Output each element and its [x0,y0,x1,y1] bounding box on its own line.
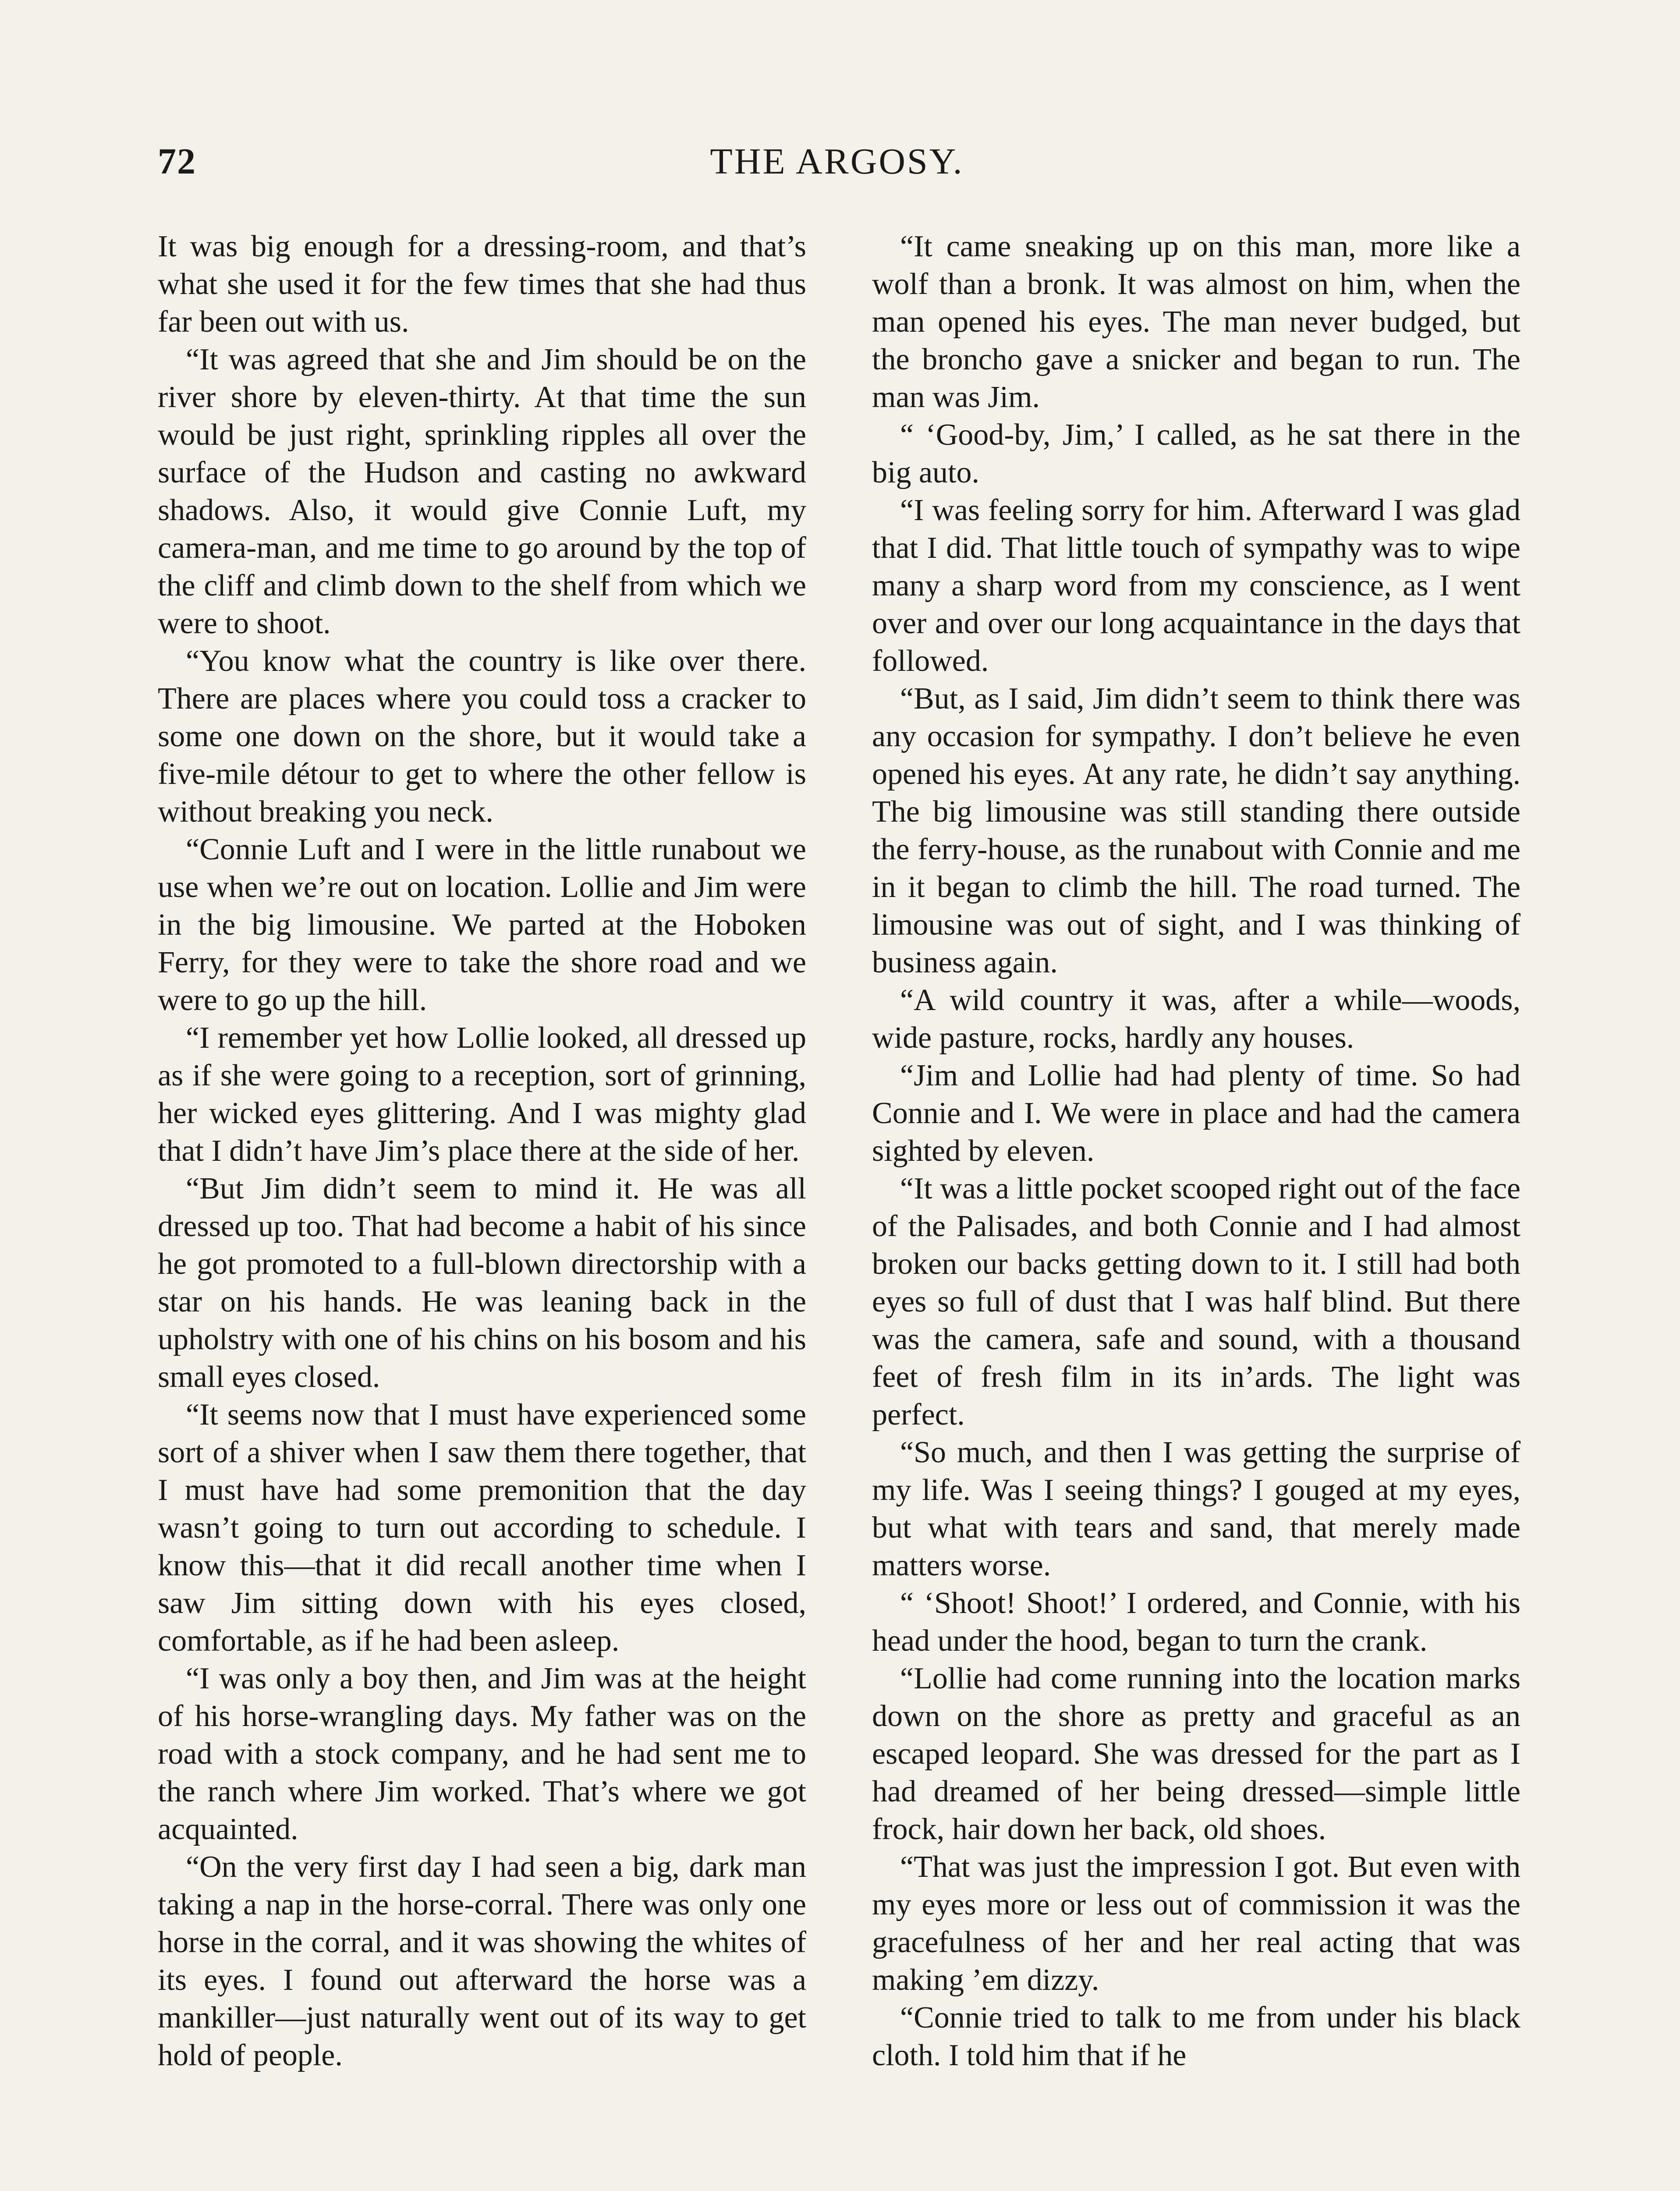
paragraph: “I was only a boy then, and Jim was at the height of his horse-wrangling days. My father was on the road with a stock company, and he had sent me to the ranch where Jim worked. That’s where we got acquainted. [158,1662,806,1846]
paragraph: “I remember yet how Lollie looked, all dressed up as if she were going to a reception, sort of grinning, her wicked eyes glittering. And I was mighty glad that I didn’t have Jim’s place there at the side of her. [158,1021,806,1168]
paragraph: “That was just the impression I got. But even with my eyes more or less out of commission it was the gracefulness of her and her real acting that was making ’em dizzy. [872,1850,1521,1997]
paragraph: “Connie Luft and I were in the little runabout we use when we’re out on location. Lollie and Jim were in the big limousine. We parted at the Hoboken Ferry, for they were to take the shore road and we were to go up the hill. [158,833,806,1017]
paragraph: “It was agreed that she and Jim should be on the river shore by eleven-thirty. At that time the sun would be just right, sprinkling ripples all over the surface of the Hudson and casting no awkward shadows. Also, it would give Connie Luft, my camera-man, and me time to go around by the top of the cliff and climb down to the shelf from which we were to shoot. [158,343,806,640]
paragraph: “So much, and then I was getting the surprise of my life. Was I seeing things? I gouged at my eyes, but what with tears and sand, that merely made matters worse. [872,1436,1521,1582]
paragraph: “But Jim didn’t seem to mind it. He was all dressed up too. That had become a habit of his since he got promoted to a full-blown directorship with a star on his hands. He was leaning back in the upholstry with one of his chins on his bosom and his small eyes closed. [158,1172,806,1394]
paragraph: “You know what the country is like over there. There are places where you could toss a cracker to some one down on the shore, but it would take a five-mile détour to get to where the other fellow is without breaking you neck. [158,644,806,829]
paragraph: “I was feeling sorry for him. Afterward I was glad that I did. That little touch of sympathy was to wipe many a sharp word from my conscience, as I went over and over our long acquaintance in the days that followed. [872,493,1521,678]
paragraph: “Lollie had come running into the location marks down on the shore as pretty and graceful as an escaped leopard. She was dressed for the part as I had dreamed of her being dressed—simple little frock, hair down her back, old shoes. [872,1662,1521,1846]
paragraph: “Connie tried to talk to me from under his black cloth. I told him that if he [872,2001,1521,2072]
paragraph: “A wild country it was, after a while—woods, wide pasture, rocks, hardly any houses. [872,983,1521,1055]
right-column [872,228,1521,2191]
paragraph: “It seems now that I must have experienced some sort of a shiver when I saw them there together, that I must have had some premonition that the day wasn’t going to turn out according to schedule. I know this—that it did recall another time when I saw Jim sitting down with his eyes closed, comfortable, as if he had been asleep. [158,1398,806,1658]
left-column [158,228,806,2191]
page-number: 72 [158,141,196,182]
paragraph: “On the very first day I had seen a big, dark man taking a nap in the horse-corral. There was only one horse in the corral, and it was showing the whites of its eyes. I found out afterward the horse was a mankiller—just naturally went out of its way to get hold of people. [158,1850,806,2072]
paragraph: “But, as I said, Jim didn’t seem to think there was any occasion for sympathy. I don’t believe he even opened his eyes. At any rate, he didn’t say anything. The big limousine was still standing there outside the ferry-house, as the runabout with Connie and me in it began to climb the hill. The road turned. The limousine was out of sight, and I was thinking of business again. [872,682,1521,979]
page-header [158,140,1516,193]
paragraph: “ ‘Good-by, Jim,’ I called, as he sat there in the big auto. [872,418,1521,489]
paragraph: “Jim and Lollie had had plenty of time. So had Connie and I. We were in place and had the camera sighted by eleven. [872,1059,1521,1168]
paragraph: “It was a little pocket scooped right out of the face of the Palisades, and both Connie and I had almost broken our backs getting down to it. I still had both eyes so full of dust that I was half blind. But there was the camera, safe and sound, with a thousand feet of fresh film in its in’ards. The light was perfect. [872,1172,1521,1432]
paragraph: It was big enough for a dressing-room, and that’s what she used it for the few times that she had thus far been out with us. [158,230,806,339]
paragraph: “ ‘Shoot! Shoot!’ I ordered, and Connie, with his head under the hood, began to turn the crank. [872,1586,1521,1658]
paragraph: “It came sneaking up on this man, more like a wolf than a bronk. It was almost on him, when the man opened his eyes. The man never budged, but the broncho gave a snicker and began to run. The man was Jim. [872,230,1521,414]
running-title: THE ARGOSY. [710,141,964,182]
text-columns [158,228,1521,2191]
